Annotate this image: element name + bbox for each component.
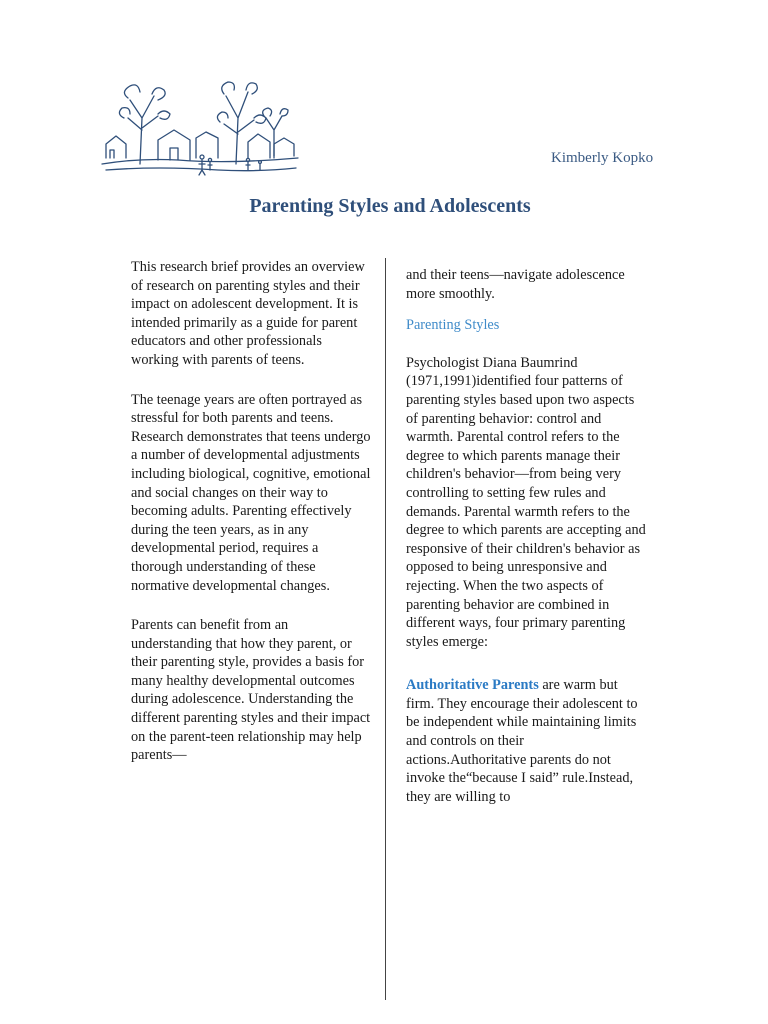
paragraph-continuation: and their teens—navigate adolescence more smoothly. bbox=[406, 267, 625, 302]
document-title: Parenting Styles and Adolescents bbox=[249, 195, 531, 217]
section-heading-parenting-styles: Parenting Styles bbox=[406, 317, 500, 334]
authoritative-description: are warm but firm. They encourage their adolescent to be independent while maintaining limits and controls on their actions.Authoritative parents do not invoke the“because I said” rule.Instead, they are willing to bbox=[406, 677, 638, 805]
paragraph-authoritative bbox=[406, 676, 646, 806]
paragraph-teenage-years: The teenage years are often portrayed as stressful for both parents and teens. Research demonstrates that teens undergo a number of developmental adjustments including biological, cognitive, emotional and social changes on their way to becoming adults. Parenting effectively during the teen years, as in any developmental period, requires a thorough understanding of these normative developmental changes. bbox=[131, 391, 371, 594]
authoritative-parents-term: Authoritative Parents bbox=[406, 677, 539, 694]
right-column bbox=[406, 266, 646, 806]
paragraph-baumrind: Psychologist Diana Baumrind (1971,1991)identified four patterns of parenting styles based upon two aspects of parenting behavior: control and warmth. Parental control refers to the degree to which parents manage their children's behavior—from being very controlling to setting few rules and demands. Parental warmth refers to the degree to which parents are accepting and responsive of their children's behavior as opposed to being unresponsive and rejecting. When the two aspects of parenting behavior are combined in different ways, four primary parenting styles emerge: bbox=[406, 354, 646, 650]
paragraph-parents-benefit: Parents can benefit from an understanding that how they parent, or their parenting style, provides a basis for many healthy developmental outcomes during adolescence. Understanding the different parenting styles and their impact on the parent-teen relationship may help parents— bbox=[131, 617, 371, 764]
village-sketch-logo bbox=[98, 78, 303, 178]
column-divider bbox=[385, 258, 386, 1000]
left-column bbox=[131, 258, 371, 765]
author-name: Kimberly Kopko bbox=[551, 150, 654, 166]
paragraph-intro: This research brief provides an overview of research on parenting styles and their impact on adolescent development. It is intended primarily as a guide for parent educators and other professionals working with parents of teens. bbox=[131, 259, 365, 368]
